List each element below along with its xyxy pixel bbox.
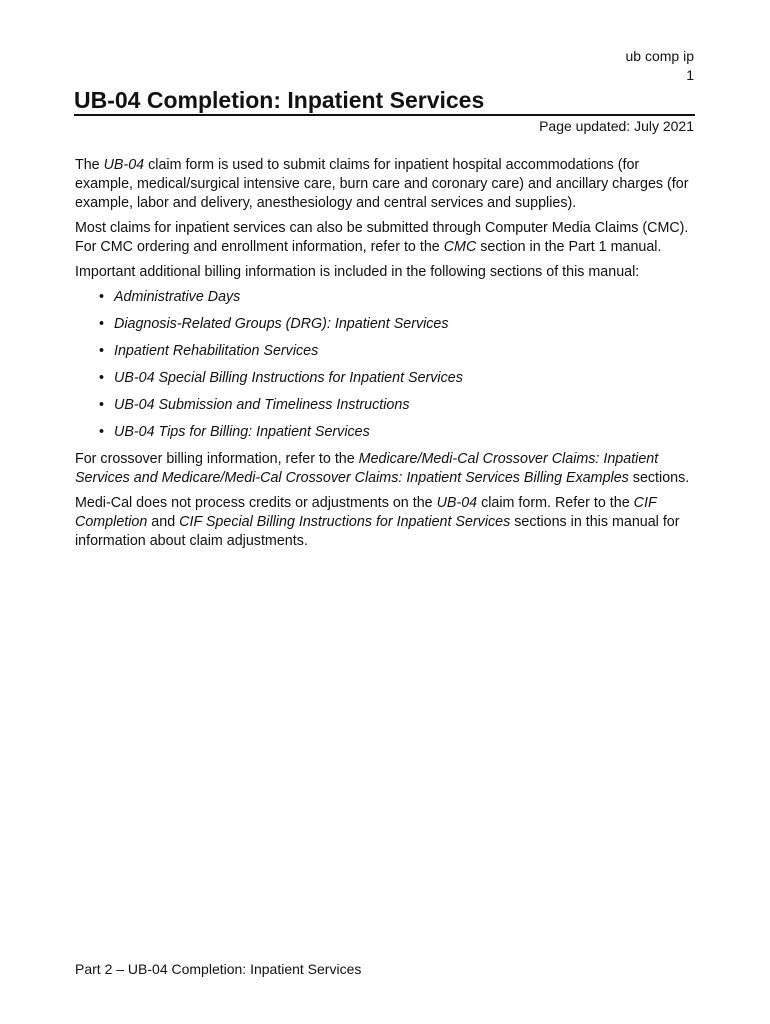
- section-reference: UB-04 Special Billing Instructions for Inpatient Services: [114, 370, 463, 386]
- list-item: [75, 288, 700, 307]
- related-sections-list: [75, 288, 700, 442]
- text-span: and: [147, 514, 180, 530]
- list-item: [75, 369, 700, 388]
- bullet-icon: •: [99, 343, 105, 359]
- page-title: UB-04 Completion: Inpatient Services: [74, 87, 485, 113]
- document-id: [626, 47, 694, 85]
- section-reference: Diagnosis-Related Groups (DRG): Inpatient Services: [114, 316, 449, 332]
- text-span: sections in this manual for information about claim adjustments.: [75, 514, 680, 549]
- section-reference: Inpatient Rehabilitation Services: [114, 343, 319, 359]
- list-item: [75, 315, 700, 334]
- text-span: For crossover billing information, refer to the: [75, 451, 359, 467]
- text-span: section in the Part 1 manual.: [476, 239, 662, 255]
- title-underline: [74, 114, 695, 116]
- crossover-paragraph: [75, 450, 700, 488]
- page-updated-date: Page updated: July 2021: [539, 118, 694, 134]
- bullet-icon: •: [99, 397, 105, 413]
- form-name-emphasis: UB-04: [103, 157, 145, 173]
- cif-billing-reference: CIF Special Billing Instructions for Inpatient Services: [179, 514, 511, 530]
- section-reference: UB-04 Submission and Timeliness Instructions: [114, 397, 410, 413]
- cmc-paragraph: [75, 219, 700, 257]
- bullet-icon: •: [99, 289, 105, 305]
- text-span: claim form is used to submit claims for inpatient hospital accommodations (for example, medical/surgical intensive care, burn care and coronary care) and ancillary charges (for example, labor and delivery, anesthesiology and central services and supplies).: [75, 157, 689, 211]
- text-span: The: [75, 157, 104, 173]
- list-item: [75, 342, 700, 361]
- document-body: [75, 156, 700, 557]
- bullet-icon: •: [99, 316, 105, 332]
- section-reference: UB-04 Tips for Billing: Inpatient Services: [114, 424, 370, 440]
- document-id-code: ub comp ip: [625, 48, 694, 64]
- intro-paragraph: [75, 156, 700, 213]
- bullet-icon: •: [99, 424, 105, 440]
- crossover-section-reference: Medicare/Medi-Cal Crossover Claims: Inpatient Services and Medicare/Medi-Cal Crossover Claims: Inpatient Services Billing Examples: [75, 451, 659, 486]
- section-reference: Administrative Days: [114, 289, 241, 305]
- text-span: Most claims for inpatient services can also be submitted through Computer Media Claims (CMC). For CMC ordering and enrollment information, refer to the: [75, 220, 689, 255]
- bullet-icon: •: [99, 370, 105, 386]
- cmc-section-reference: CMC: [443, 239, 477, 255]
- list-item: [75, 396, 700, 415]
- form-name-emphasis: UB-04: [436, 495, 478, 511]
- list-item: [75, 423, 700, 442]
- cif-completion-reference: CIF Completion: [75, 495, 657, 530]
- sections-intro-paragraph: Important additional billing information is included in the following sections of this manual:: [75, 264, 640, 280]
- adjustments-paragraph: [75, 494, 700, 551]
- text-span: claim form. Refer to the: [477, 495, 634, 511]
- text-span: sections.: [628, 470, 690, 486]
- page-footer: Part 2 – UB-04 Completion: Inpatient Services: [75, 961, 362, 977]
- text-span: Medi-Cal does not process credits or adjustments on the: [75, 495, 437, 511]
- page-number: 1: [686, 67, 694, 83]
